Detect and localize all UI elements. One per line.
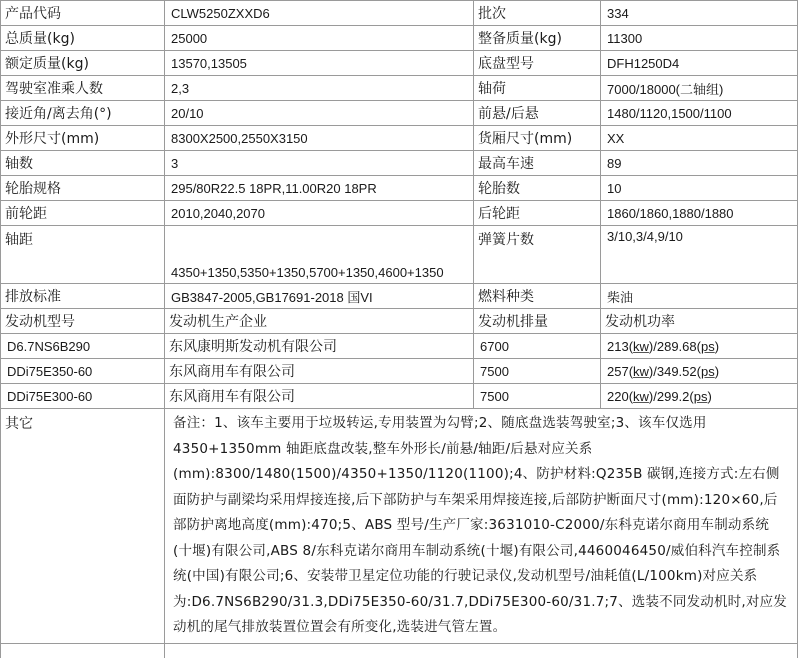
field-value: DFH1250D4 bbox=[601, 51, 798, 76]
field-value: 334 bbox=[601, 1, 798, 26]
remarks-text: 备注：1、该车主要用于垃圾转运,专用装置为勾臂;2、随底盘选装驾驶室;3、该车仅选用4350+1350mm 轴距底盘改装,整车外形长/前悬/轴距/后悬对应关系(mm):8300/1480(1500)/4350+1350/1120(1100);4、防护材料:Q235B 碳钢,连接方式:左右侧面防护与副梁均采用焊接连接,后下部防护与车架采用焊接连接,后部防护断面尺寸(mm):120×60,后部防护离地高度(mm):470;5、ABS 型号/生产厂家:3631010-C2000/东科克诺尔商用车制动系统(十堰)有限公司,ABS 8/东科克诺尔商用车制动系统(十堰)有限公司,4460046450/威伯科汽车控制系统(中国)有限公司;6、安装带卫星定位功能的行驶记录仪,发动机型号/油耗值(L/100km)对应关系为:D6.7NS6B290/31.3,DDi75E350-60/31.7,DDi75E300-60/31.7;7、选装不同发动机时,对应发动机的尾气排放装置位置会有所变化,选装进气管左置。 bbox=[165, 409, 798, 644]
engine-power: 257(kw)/349.52(ps) bbox=[601, 359, 798, 384]
field-value: 8300X2500,2550X3150 bbox=[165, 126, 474, 151]
fuel-value: 柴油 bbox=[601, 284, 798, 309]
wheelbase-value: 4350+1350,5350+1350,5700+1350,4600+1350 bbox=[165, 226, 474, 284]
engine-power: 213(kw)/289.68(ps) bbox=[601, 334, 798, 359]
engine-header-row bbox=[1, 309, 798, 334]
remarks-label: 其它 bbox=[1, 409, 165, 644]
engine-row bbox=[1, 384, 798, 409]
spec-row bbox=[1, 76, 798, 101]
field-value: 11300 bbox=[601, 26, 798, 51]
fuel-label: 燃料种类 bbox=[474, 284, 601, 309]
engine-displacement-header: 发动机排量 bbox=[474, 309, 601, 334]
field-label: 总质量(kg) bbox=[1, 26, 165, 51]
field-label: 后轮距 bbox=[474, 201, 601, 226]
field-label: 外形尺寸(mm) bbox=[1, 126, 165, 151]
field-label: 轮胎规格 bbox=[1, 176, 165, 201]
field-label: 最高车速 bbox=[474, 151, 601, 176]
truncated-cell bbox=[1, 643, 165, 658]
truncated-row bbox=[1, 643, 798, 658]
field-label: 批次 bbox=[474, 1, 601, 26]
field-label: 产品代码 bbox=[1, 1, 165, 26]
field-value: 1480/1120,1500/1100 bbox=[601, 101, 798, 126]
engine-model-header: 发动机型号 bbox=[1, 309, 165, 334]
engine-model: DDi75E350-60 bbox=[1, 359, 165, 384]
spec-row bbox=[1, 176, 798, 201]
field-label: 接近角/离去角(°) bbox=[1, 101, 165, 126]
engine-maker: 东风商用车有限公司 bbox=[165, 359, 474, 384]
emission-row bbox=[1, 284, 798, 309]
spring-leaf-value: 3/10,3/4,9/10 bbox=[601, 226, 798, 284]
field-label: 轮胎数 bbox=[474, 176, 601, 201]
field-value: 25000 bbox=[165, 26, 474, 51]
field-value: CLW5250ZXXD6 bbox=[165, 1, 474, 26]
spec-row bbox=[1, 1, 798, 26]
field-label: 驾驶室准乘人数 bbox=[1, 76, 165, 101]
field-label: 轴荷 bbox=[474, 76, 601, 101]
field-value: 13570,13505 bbox=[165, 51, 474, 76]
engine-row bbox=[1, 334, 798, 359]
wheelbase-label: 轴距 bbox=[1, 226, 165, 284]
engine-displacement: 7500 bbox=[474, 359, 601, 384]
field-value: 295/80R22.5 18PR,11.00R20 18PR bbox=[165, 176, 474, 201]
spec-row bbox=[1, 201, 798, 226]
engine-maker: 东风康明斯发动机有限公司 bbox=[165, 334, 474, 359]
spec-row bbox=[1, 151, 798, 176]
truncated-cell bbox=[165, 643, 798, 658]
emission-value: GB3847-2005,GB17691-2018 国VI bbox=[165, 284, 474, 309]
engine-displacement: 6700 bbox=[474, 334, 601, 359]
field-value: 2010,2040,2070 bbox=[165, 201, 474, 226]
engine-row bbox=[1, 359, 798, 384]
field-value: 3 bbox=[165, 151, 474, 176]
engine-power-header: 发动机功率 bbox=[601, 309, 798, 334]
field-label: 额定质量(kg) bbox=[1, 51, 165, 76]
field-value: XX bbox=[601, 126, 798, 151]
field-value: 20/10 bbox=[165, 101, 474, 126]
engine-model: D6.7NS6B290 bbox=[1, 334, 165, 359]
field-label: 轴数 bbox=[1, 151, 165, 176]
field-value: 10 bbox=[601, 176, 798, 201]
spec-row bbox=[1, 26, 798, 51]
spec-row bbox=[1, 126, 798, 151]
field-label: 整备质量(kg) bbox=[474, 26, 601, 51]
wheelbase-row bbox=[1, 226, 798, 284]
engine-maker-header: 发动机生产企业 bbox=[165, 309, 474, 334]
field-value: 1860/1860,1880/1880 bbox=[601, 201, 798, 226]
emission-label: 排放标准 bbox=[1, 284, 165, 309]
spec-row bbox=[1, 101, 798, 126]
field-label: 前轮距 bbox=[1, 201, 165, 226]
spec-row bbox=[1, 51, 798, 76]
engine-displacement: 7500 bbox=[474, 384, 601, 409]
field-label: 前悬/后悬 bbox=[474, 101, 601, 126]
field-label: 底盘型号 bbox=[474, 51, 601, 76]
engine-power: 220(kw)/299.2(ps) bbox=[601, 384, 798, 409]
spec-table-body bbox=[1, 1, 798, 658]
field-label: 货厢尺寸(mm) bbox=[474, 126, 601, 151]
field-value: 7000/18000(二轴组) bbox=[601, 76, 798, 101]
engine-model: DDi75E300-60 bbox=[1, 384, 165, 409]
field-value: 89 bbox=[601, 151, 798, 176]
remarks-row bbox=[1, 409, 798, 644]
spring-leaf-label: 弹簧片数 bbox=[474, 226, 601, 284]
engine-maker: 东风商用车有限公司 bbox=[165, 384, 474, 409]
field-value: 2,3 bbox=[165, 76, 474, 101]
